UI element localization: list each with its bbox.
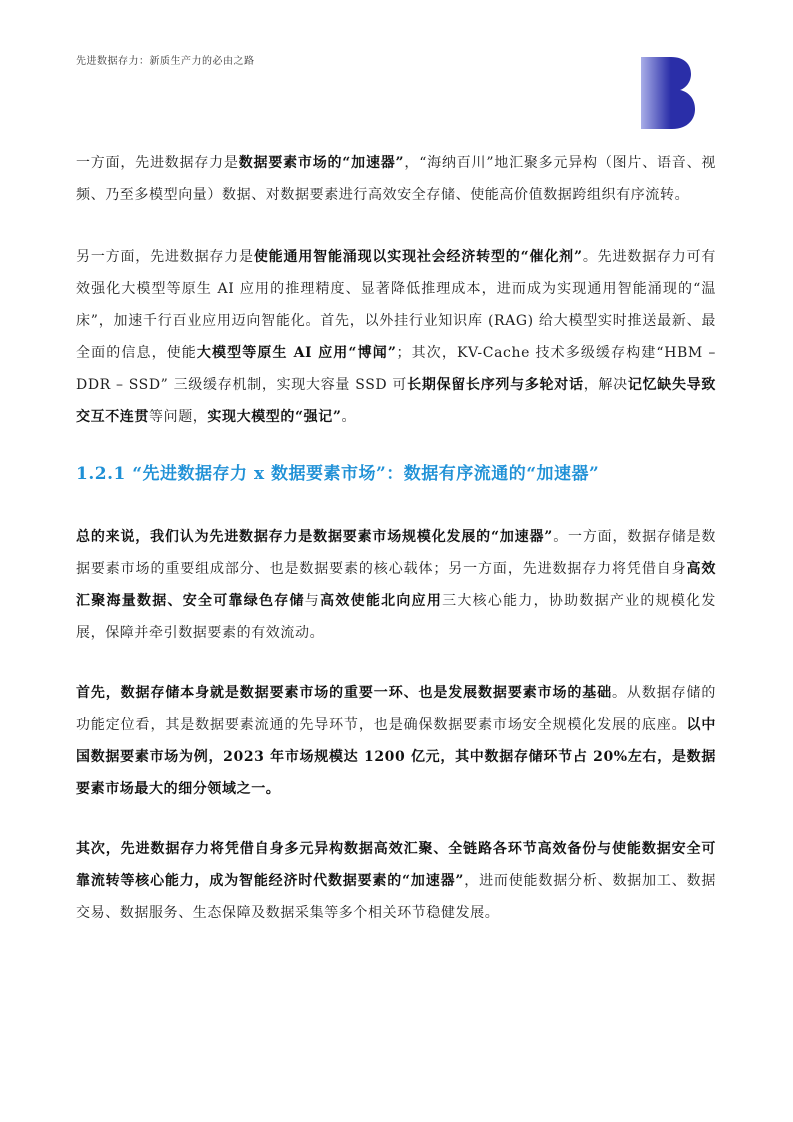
emphasis: 数据要素市场的“加速器” [238,155,405,171]
emphasis: 其次，先进数据存力将凭借自身多元异构数据高效汇聚、全链路各环节高效备份与使能数据安全可靠流转等核心能力，成为智能经济时代数据要素的“加速器” [76,841,716,889]
text-run: 三大核心能力，协助数据产业的规模化发展，保障并牵引数据要素的有效流动。 [76,593,716,641]
paragraph-accelerator [76,147,716,211]
text-run: 。从数据存储的功能定位看，其是数据要素流通的先导环节，也是确保数据要素市场安全规模化发展的底座。 [76,685,716,733]
text-run: 与 [304,593,321,609]
emphasis: 长期保留长序列与多轮对话 [407,377,584,393]
text-run: 。一方面，数据存储是数据要素市场的重要组成部分、也是数据要素的核心载体；另一方面，先进数据存力将凭借自身 [76,529,716,577]
text-run: 另一方面，先进数据存力是 [76,249,254,265]
paragraph-first [76,677,716,805]
running-header: 先进数据存力：新质生产力的必由之路 [76,56,255,67]
text-run: 一方面，先进数据存力是 [76,155,239,171]
text-run: 等问题， [149,409,208,425]
text-run: ，进而使能数据分析、数据加工、数据交易、数据服务、生态保障及数据采集等多个相关环节稳健发展。 [76,873,716,921]
text-run: ，“海纳百川”地汇聚多元异构（图片、语音、视频、乃至多模型向量）数据、对数据要素进行高效安全存储、使能高价值数据跨组织有序流转。 [76,155,716,203]
emphasis: 以中国数据要素市场为例，2023 年市场规模达 1200 亿元，其中数据存储环节占 20%左右，是数据要素市场最大的细分领域之一。 [76,717,716,797]
text-run: 。 [341,409,357,425]
document-body [76,147,716,961]
emphasis: 高效使能北向应用 [320,593,443,609]
emphasis: 大模型等原生 AI 应用“博闻” [196,345,397,361]
emphasis: 记忆缺失导致交互不连贯 [76,377,716,425]
emphasis: 高效汇聚海量数据、安全可靠绿色存储 [76,561,716,609]
text-run: ；其次，KV-Cache 技术多级缓存构建“HBM – DDR – SSD” 三级缓存机制，实现大容量 SSD 可 [76,345,716,393]
emphasis: 总的来说，我们认为先进数据存力是数据要素市场规模化发展的“加速器” [76,529,553,545]
text-run: 。先进数据存力可有效强化大模型等原生 AI 应用的推理精度、显著降低推理成本，进而成为实现通用智能涌现的“温床”，加速千行百业应用迈向智能化。首先，以外挂行业知识库 (RAG) 给大模型实时推送最新、最全面的信息，使能 [76,249,717,361]
brand-logo [641,57,695,129]
emphasis: 使能通用智能涌现以实现社会经济转型的“催化剂” [253,249,583,265]
paragraph-second [76,833,716,929]
emphasis: 实现大模型的“强记” [207,409,342,425]
text-run: ，解决 [583,377,628,393]
emphasis: 首先，数据存储本身就是数据要素市场的重要一环、也是发展数据要素市场的基础 [76,685,613,701]
paragraph-summary [76,521,716,649]
section-heading: 1.2.1 “先进数据存力 x 数据要素市场”：数据有序流通的“加速器” [76,464,600,484]
paragraph-catalyst [76,241,716,433]
